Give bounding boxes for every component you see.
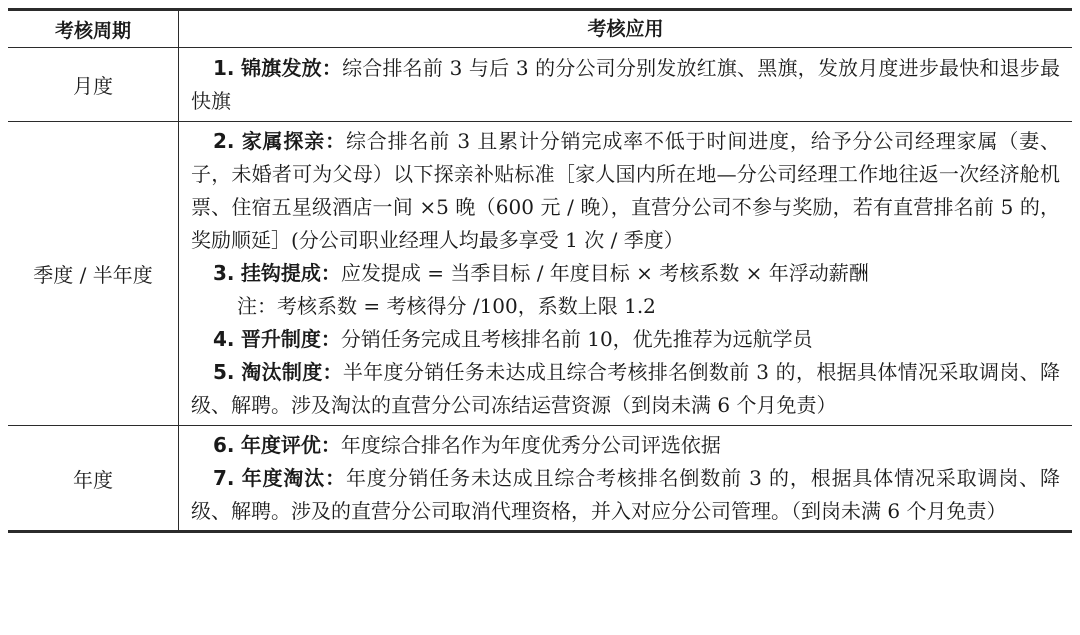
item-text: 年度综合排名作为年度优秀分公司评选依据 xyxy=(340,433,721,457)
table-bottom-rule xyxy=(8,530,1072,533)
item-number: 5. xyxy=(213,360,235,384)
list-item xyxy=(191,462,1060,528)
item-text: 综合排名前 3 且累计分销完成率不低于时间进度，给予分公司经理家属（妻、子，未婚者可为父母）以下探亲补贴标准［家人国内所在地—分公司经理工作地往返一次经济舱机票、住宿五星级酒店一间 ×5 晚（600 元 / 晚），直营分公司不参与奖励，若有直营排名前 5 的，奖励顺延］(分公司职业经理人均最多享受 1 次 / 季度） xyxy=(191,129,1060,252)
list-item xyxy=(191,125,1060,257)
item-title: 年度评优： xyxy=(240,433,341,457)
table-row xyxy=(8,426,1072,530)
item-number: 3. xyxy=(213,261,235,285)
item-title: 挂钩提成： xyxy=(240,261,341,285)
note-line: 注：考核系数 = 考核得分 /100，系数上限 1.2 xyxy=(237,294,656,318)
assessment-table xyxy=(8,8,1072,533)
application-cell xyxy=(179,122,1072,425)
application-cell xyxy=(179,426,1072,530)
table-row xyxy=(8,48,1072,122)
item-title: 家属探亲： xyxy=(241,129,346,153)
item-number: 7. xyxy=(213,466,235,490)
item-title: 淘汰制度： xyxy=(241,360,343,384)
item-number: 6. xyxy=(213,433,235,457)
table-header-row xyxy=(8,11,1072,48)
list-item xyxy=(191,356,1060,422)
item-number: 4. xyxy=(213,327,235,351)
period-cell: 年度 xyxy=(8,426,179,530)
header-application: 考核应用 xyxy=(587,17,664,40)
list-item xyxy=(191,52,1060,118)
list-item xyxy=(191,257,1060,290)
item-title: 年度淘汰： xyxy=(241,466,346,490)
item-number: 2. xyxy=(213,129,235,153)
item-text: 半年度分销任务未达成且综合考核排名倒数前 3 的，根据具体情况采取调岗、降级、解聘。涉及淘汰的直营分公司冻结运营资源（到岗未满 6 个月免责） xyxy=(191,360,1061,417)
item-number: 1. xyxy=(213,56,235,80)
application-cell xyxy=(179,48,1072,121)
item-text: 年度分销任务未达成且综合考核排名倒数前 3 的，根据具体情况采取调岗、降级、解聘。涉及的直营分公司取消代理资格，并入对应分公司管理。（到岗未满 6 个月免责） xyxy=(191,466,1060,523)
list-item xyxy=(191,323,1060,356)
period-cell: 月度 xyxy=(8,48,179,121)
item-text: 分销任务完成且考核排名前 10，优先推荐为远航学员 xyxy=(340,327,813,351)
item-text: 应发提成 = 当季目标 / 年度目标 × 考核系数 × 年浮动薪酬 xyxy=(340,261,869,285)
item-title: 晋升制度： xyxy=(240,327,341,351)
table-row xyxy=(8,122,1072,426)
item-title: 锦旗发放： xyxy=(241,56,343,80)
header-period: 考核周期 xyxy=(8,11,179,47)
item-text: 综合排名前 3 与后 3 的分公司分别发放红旗、黑旗，发放月度进步最快和退步最快旗 xyxy=(191,56,1060,113)
list-item xyxy=(191,429,1060,462)
period-cell: 季度 / 半年度 xyxy=(8,122,179,425)
